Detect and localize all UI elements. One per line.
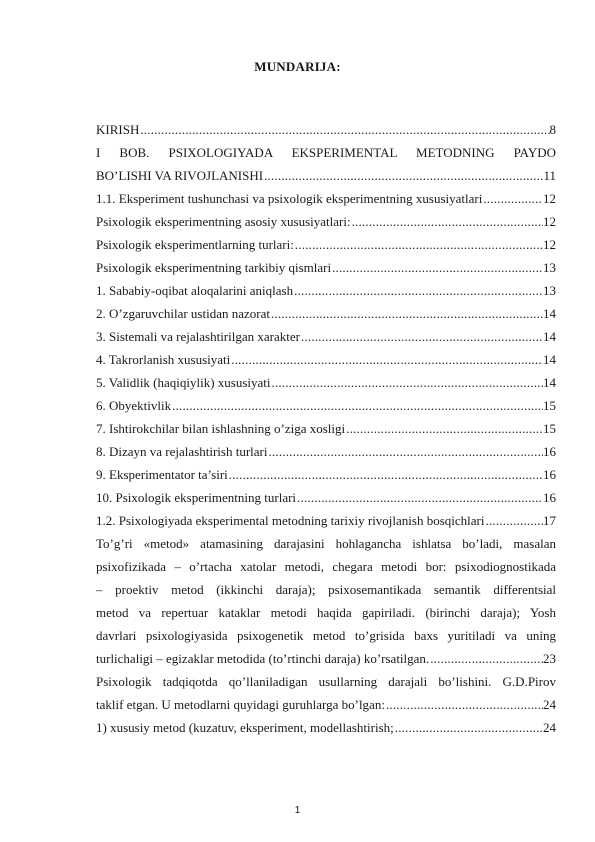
toc-entry-page: 16 <box>543 490 556 505</box>
toc-entry[interactable] <box>96 486 556 509</box>
toc-leader-dots <box>171 394 543 417</box>
toc-entry-wrapped-line[interactable]: psixofizikada – o’rtacha xatolar metodi, chegara metodi bor: psixodiognostikada <box>96 559 556 574</box>
toc-entry-title: 2. O’zgaruvchilar ustidan nazorat <box>96 306 270 321</box>
toc-entry-title: 3. Sistemali va rejalashtirilgan xarakter <box>96 329 300 344</box>
toc-entry-title: Psixologik eksperimentlarning turlari: <box>96 237 294 252</box>
toc-entry-page: 13 <box>543 283 556 298</box>
toc-leader-dots <box>394 716 543 739</box>
toc-entry-page: 14 <box>543 306 556 321</box>
toc-leader-dots <box>296 486 543 509</box>
toc-entry[interactable] <box>96 348 556 371</box>
toc-entry[interactable] <box>96 325 556 348</box>
toc-entry-page: 15 <box>543 398 556 413</box>
toc-entry-page: 11 <box>543 168 556 183</box>
toc-entry-page: 12 <box>543 191 556 206</box>
toc-entry-title: 1) xususiy metod (kuzatuv, eksperiment, modellashtirish; <box>96 720 394 735</box>
toc-entry-title: 8. Dizayn va rejalashtirish turlari <box>96 444 268 459</box>
toc-entry-wrapped-line[interactable]: – proektiv metod (ikkinchi daraja); psixosemantikada semantik differentsial <box>96 582 556 597</box>
toc-entry[interactable] <box>96 279 556 302</box>
toc-entry[interactable] <box>96 118 556 141</box>
toc-entry-page: 12 <box>543 214 556 229</box>
page-title: MUNDARIJA: <box>254 59 341 74</box>
toc-entry-page: 24 <box>543 720 556 735</box>
toc-entry-title: taklif etgan. U metodlarni quyidagi guruhlarga bo’lgan: <box>96 697 385 712</box>
toc-leader-dots <box>485 509 544 532</box>
toc-entry[interactable] <box>96 463 556 486</box>
toc-entry-page: 16 <box>543 444 556 459</box>
toc-entry[interactable] <box>96 256 556 279</box>
toc-entry-title: BO’LISHI VA RIVOJLANISHI <box>96 168 264 183</box>
toc-leader-dots <box>267 440 543 463</box>
toc-leader-dots <box>230 348 543 371</box>
toc-entry-wrapped-line[interactable]: metod va repertuar kataklar metodi haqida gapiriladi. (birinchi daraja); Yosh <box>96 605 556 620</box>
toc-leader-dots <box>331 256 543 279</box>
toc-leader-dots <box>351 210 543 233</box>
toc-entry-page: 23 <box>543 651 556 666</box>
toc-leader-dots <box>263 164 543 187</box>
toc-entry[interactable] <box>96 417 556 440</box>
toc-leader-dots <box>293 279 543 302</box>
toc-entry-page: 12 <box>543 237 556 252</box>
toc-entry-title: 5. Validlik (haqiqiylik) xususiyati <box>96 375 271 390</box>
toc-entry-page: 17 <box>543 513 556 528</box>
toc-entry[interactable] <box>96 440 556 463</box>
toc-entry-title: 10. Psixologik eksperimentning turlari <box>96 490 297 505</box>
toc-entry-page: 15 <box>543 421 556 436</box>
toc-entry[interactable] <box>96 509 556 532</box>
toc-entry-page: 24 <box>543 697 556 712</box>
toc-leader-dots <box>271 371 543 394</box>
toc-entry[interactable] <box>96 233 556 256</box>
toc-entry-page: 8 <box>549 122 556 137</box>
toc-leader-dots <box>429 647 543 670</box>
toc-entry[interactable] <box>96 371 556 394</box>
toc-leader-dots <box>139 118 549 141</box>
toc-entry[interactable] <box>96 210 556 233</box>
toc-entry-page: 13 <box>543 260 556 275</box>
toc-leader-dots <box>482 187 543 210</box>
toc-entry[interactable] <box>96 302 556 325</box>
toc-entry-title: KIRISH <box>96 122 140 137</box>
toc-leader-dots <box>270 302 543 325</box>
toc-entry-wrapped-line[interactable]: davrlari psixologiyasida psixogenetik metod to’grisida baxs yuritiladi va uning <box>96 628 556 643</box>
toc-entry[interactable] <box>96 164 556 187</box>
toc-entry[interactable] <box>96 187 556 210</box>
toc-entry-title: 4. Takrorlanish xususiyati <box>96 352 231 367</box>
toc-entry-title: 1. Sababiy-oqibat aloqalarini aniqlash <box>96 283 294 298</box>
toc-entry-title: Psixologik eksperimentning asosiy xususiyatlari: <box>96 214 351 229</box>
toc-leader-dots <box>294 233 543 256</box>
toc-entry-wrapped-line[interactable]: I BOB. PSIXOLOGIYADA EKSPERIMENTAL METODNING PAYDO <box>96 145 556 160</box>
toc-leader-dots <box>345 417 543 440</box>
toc-entry[interactable] <box>96 394 556 417</box>
toc-leader-dots <box>300 325 543 348</box>
toc-entry-title: 9. Eksperimentator ta’siri <box>96 467 228 482</box>
toc-entry-page: 14 <box>543 329 556 344</box>
toc-entry-title: Psixologik eksperimentning tarkibiy qismlari <box>96 260 332 275</box>
toc-entry-title: 6. Obyektivlik <box>96 398 172 413</box>
toc-leader-dots <box>385 693 543 716</box>
toc-entry-page: 14 <box>543 352 556 367</box>
page-number: 1 <box>294 805 301 816</box>
toc-entry[interactable] <box>96 647 556 670</box>
toc-entry-wrapped-line[interactable]: Psixologik tadqiqotda qo’llaniladigan usullarning darajali bo’lishini. G.D.Pirov <box>96 674 556 689</box>
toc-entry-wrapped-line[interactable]: To’g’ri «metod» atamasining darajasini hohlagancha ishlatsa bo’ladi, masalan <box>96 536 556 551</box>
table-of-contents <box>96 118 556 739</box>
toc-entry-page: 14 <box>543 375 556 390</box>
toc-entry-title: 1.2. Psixologiyada eksperimental metodning tarixiy rivojlanish bosqichlari <box>96 513 485 528</box>
toc-entry-title: 7. Ishtirokchilar bilan ishlashning o’ziga xosligi <box>96 421 346 436</box>
toc-entry-title: turlichaligi – egizaklar metodida (to’rtinchi daraja) ko’rsatilgan. <box>96 651 430 666</box>
toc-entry-page: 16 <box>543 467 556 482</box>
toc-entry[interactable] <box>96 716 556 739</box>
toc-entry-title: 1.1. Eksperiment tushunchasi va psixologik eksperimentning xususiyatlari <box>96 191 483 206</box>
toc-leader-dots <box>228 463 543 486</box>
toc-entry[interactable] <box>96 693 556 716</box>
